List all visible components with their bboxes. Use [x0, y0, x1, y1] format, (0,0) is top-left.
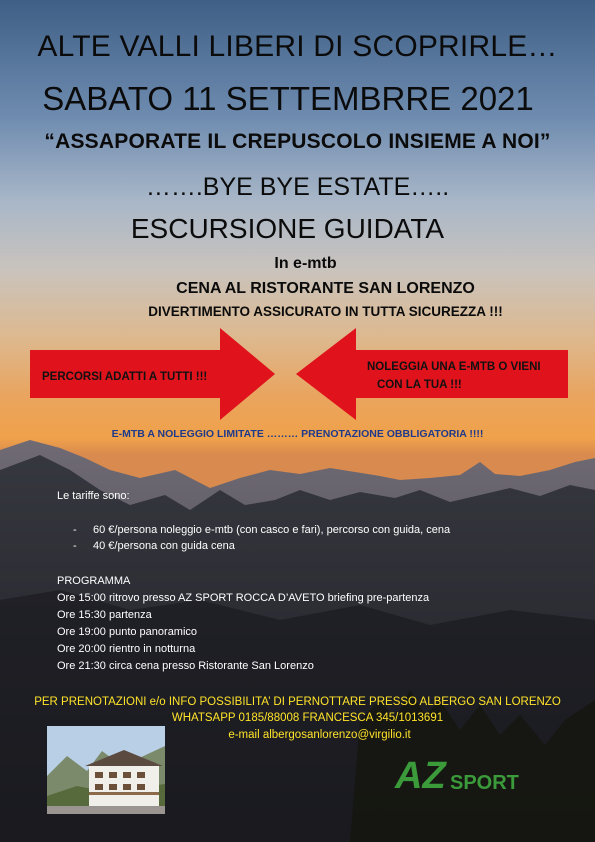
- headline-bye-bye-estate: …….BYE BYE ESTATE…..: [145, 173, 450, 201]
- headline-escursione-guidata: ESCURSIONE GUIDATA: [130, 213, 445, 244]
- contact-line-email: e-mail albergosanlorenzo@virgilio.it: [228, 729, 411, 741]
- contact-line-prenotazioni: PER PRENOTAZIONI e/o INFO POSSIBILITA’ DI PERNOTTARE PRESSO ALBERGO SAN LORENZO: [34, 696, 561, 708]
- headline-slogan: “ASSAPORATE IL CREPUSCOLO INSIEME A NOI”: [44, 130, 551, 153]
- subtitle-emtb: In e-mtb: [274, 255, 337, 272]
- tariffe-item: 40 €/persona con guida cena: [93, 540, 235, 552]
- programma-item: Ore 20:00 rientro in notturna: [57, 643, 196, 655]
- hotel-photo: [47, 726, 165, 814]
- programma-item: Ore 21:30 circa cena presso Ristorante San Lorenzo: [57, 660, 314, 672]
- contact-line-whatsapp: WHATSAPP 0185/88008 FRANCESCA 345/1013691: [171, 712, 444, 724]
- arrow-right-text-line1: NOLEGGIA UNA E-MTB O VIENI: [367, 361, 541, 373]
- programma-item: Ore 15:00 ritrovo presso AZ SPORT ROCCA D’AVETO briefing pre-partenza: [57, 592, 430, 604]
- rental-note: E-MTB A NOLEGGIO LIMITATE ……… PRENOTAZIONE OBBLIGATORIA !!!!: [111, 428, 484, 440]
- programma-item: Ore 19:00 punto panoramico: [57, 626, 198, 638]
- sport-logo-text: SPORT: [450, 772, 519, 794]
- tariffe-heading: Le tariffe sono:: [57, 490, 130, 502]
- programma-item: Ore 15:30 partenza: [57, 609, 152, 621]
- az-logo-mark: AZ: [395, 755, 446, 797]
- programma-heading: PROGRAMMA: [57, 575, 131, 587]
- tariffe-item: 60 €/persona noleggio e-mtb (con casco e fari), percorso con guida, cena: [93, 524, 451, 536]
- headline-date: SABATO 11 SETTEMBRRE 2021: [42, 80, 534, 117]
- arrow-left-text: PERCORSI ADATTI A TUTTI !!!: [42, 371, 208, 383]
- subtitle-cena: CENA AL RISTORANTE SAN LORENZO: [176, 280, 475, 297]
- az-sport-logo: [395, 755, 530, 810]
- tariffe-bullet: -: [73, 540, 77, 552]
- tariffe-bullet: -: [73, 524, 77, 536]
- arrow-right-text-line2: CON LA TUA !!!: [377, 379, 462, 391]
- headline-alte-valli: ALTE VALLI LIBERI DI SCOPRIRLE…: [37, 30, 558, 63]
- subtitle-divertimento: DIVERTIMENTO ASSICURATO IN TUTTA SICUREZZA !!!: [148, 304, 503, 319]
